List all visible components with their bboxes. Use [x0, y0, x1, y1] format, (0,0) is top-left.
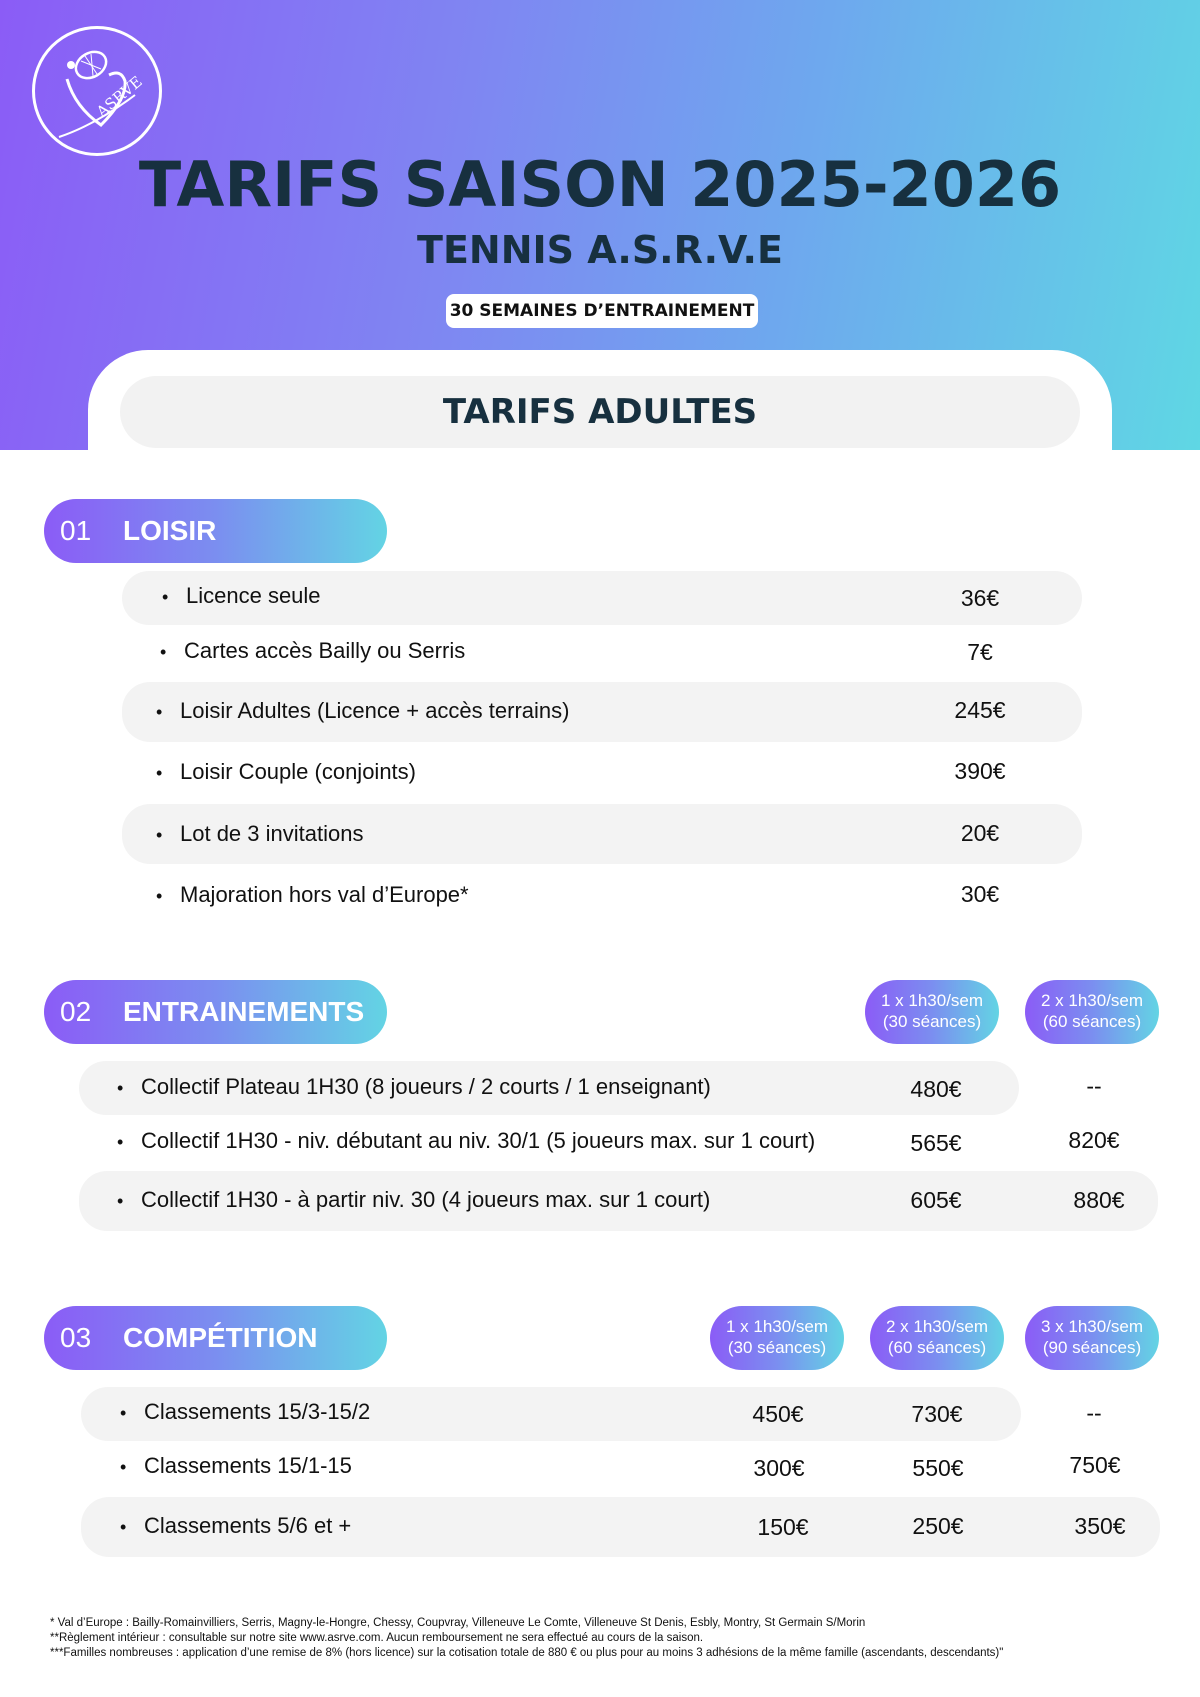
price-1x: 565€ — [910, 1130, 962, 1156]
price-3x: 750€ — [1069, 1452, 1121, 1478]
list-item: • Classements 15/1-15 — [120, 1453, 352, 1478]
price-1x: 480€ — [910, 1076, 962, 1102]
section-label: COMPÉTITION — [123, 1322, 318, 1353]
price: 7€ — [967, 639, 993, 665]
list-item: • Majoration hors val d’Europe* — [156, 882, 469, 907]
section-number: 01 — [60, 515, 92, 546]
list-item: • Collectif 1H30 - à partir niv. 30 (4 joueurs max. sur 1 court) — [117, 1187, 711, 1212]
logo-text: ASRVE — [93, 72, 146, 121]
page-subtitle: TENNIS A.S.R.V.E — [417, 228, 783, 272]
list-item: • Loisir Adultes (Licence + accès terrains) — [156, 698, 570, 723]
list-item: • Classements 5/6 et + — [120, 1513, 352, 1538]
section-entrainements-header — [44, 980, 387, 1044]
column-header-1x: 1 x 1h30/sem (30 séances) — [865, 980, 999, 1044]
price-2x: 730€ — [911, 1401, 963, 1427]
footnote: ***Familles nombreuses : application d’une remise de 8% (hors licence) sur la cotisation totale de 880 € ou plus pour au moins 3 adhésions de la même famille (ascendants, descendants)" — [50, 1647, 1004, 1659]
list-item: • Collectif Plateau 1H30 (8 joueurs / 2 courts / 1 enseignant) — [117, 1074, 711, 1099]
club-logo — [32, 26, 162, 156]
section-number: 02 — [60, 996, 92, 1027]
section-competition-header — [44, 1306, 387, 1370]
column-header-1x: 1 x 1h30/sem (30 séances) — [710, 1306, 844, 1370]
price-3x: -- — [1086, 1400, 1102, 1426]
price: 20€ — [960, 820, 1000, 846]
column-header-2x: 2 x 1h30/sem (60 séances) — [870, 1306, 1004, 1370]
list-item: • Lot de 3 invitations — [156, 821, 364, 846]
tennis-racket-heart-icon — [35, 29, 159, 153]
price-2x: 820€ — [1068, 1127, 1120, 1153]
price-2x: 250€ — [912, 1513, 964, 1539]
card-title: TARIFS ADULTES — [120, 376, 1080, 448]
price: 390€ — [954, 758, 1006, 784]
price-1x: 150€ — [757, 1514, 809, 1540]
section-loisir-header — [44, 499, 387, 563]
price-2x: 550€ — [912, 1455, 964, 1481]
list-item: • Collectif 1H30 - niv. débutant au niv. 30/1 (5 joueurs max. sur 1 court) — [117, 1128, 816, 1153]
list-item: • Cartes accès Bailly ou Serris — [160, 638, 466, 663]
price-3x: 350€ — [1074, 1513, 1126, 1539]
column-header-3x: 3 x 1h30/sem (90 séances) — [1025, 1306, 1159, 1370]
section-label: LOISIR — [123, 515, 217, 546]
section-label: ENTRAINEMENTS — [123, 996, 365, 1027]
list-item: • Loisir Couple (conjoints) — [156, 759, 416, 784]
list-item: • Licence seule — [162, 583, 321, 608]
price-1x: 300€ — [753, 1455, 805, 1481]
footnote: * Val d’Europe : Bailly-Romainvilliers, Serris, Magny-le-Hongre, Chessy, Coupvray, Villeneuve Le Comte, Villeneuve St Denis, Esbly, Montry, St Germain S/Morin — [50, 1617, 866, 1629]
page-title: TARIFS SAISON 2025-2026 — [138, 148, 1062, 221]
price: 245€ — [954, 697, 1006, 723]
section-number: 03 — [60, 1322, 92, 1353]
price-1x: 450€ — [752, 1401, 804, 1427]
price-1x: 605€ — [910, 1187, 962, 1213]
footnote: **Règlement intérieur : consultable sur notre site www.asrve.com. Aucun remboursement ne sera effectué au cours de la saison. — [50, 1632, 704, 1644]
column-header-2x: 2 x 1h30/sem (60 séances) — [1025, 980, 1159, 1044]
list-item: • Classements 15/3-15/2 — [120, 1399, 371, 1424]
weeks-badge: 30 SEMAINES D’ENTRAINEMENT — [446, 294, 758, 328]
price-2x: 880€ — [1073, 1187, 1125, 1213]
price: 36€ — [960, 585, 1000, 611]
price-2x: -- — [1086, 1073, 1102, 1099]
price: 30€ — [960, 881, 1000, 907]
